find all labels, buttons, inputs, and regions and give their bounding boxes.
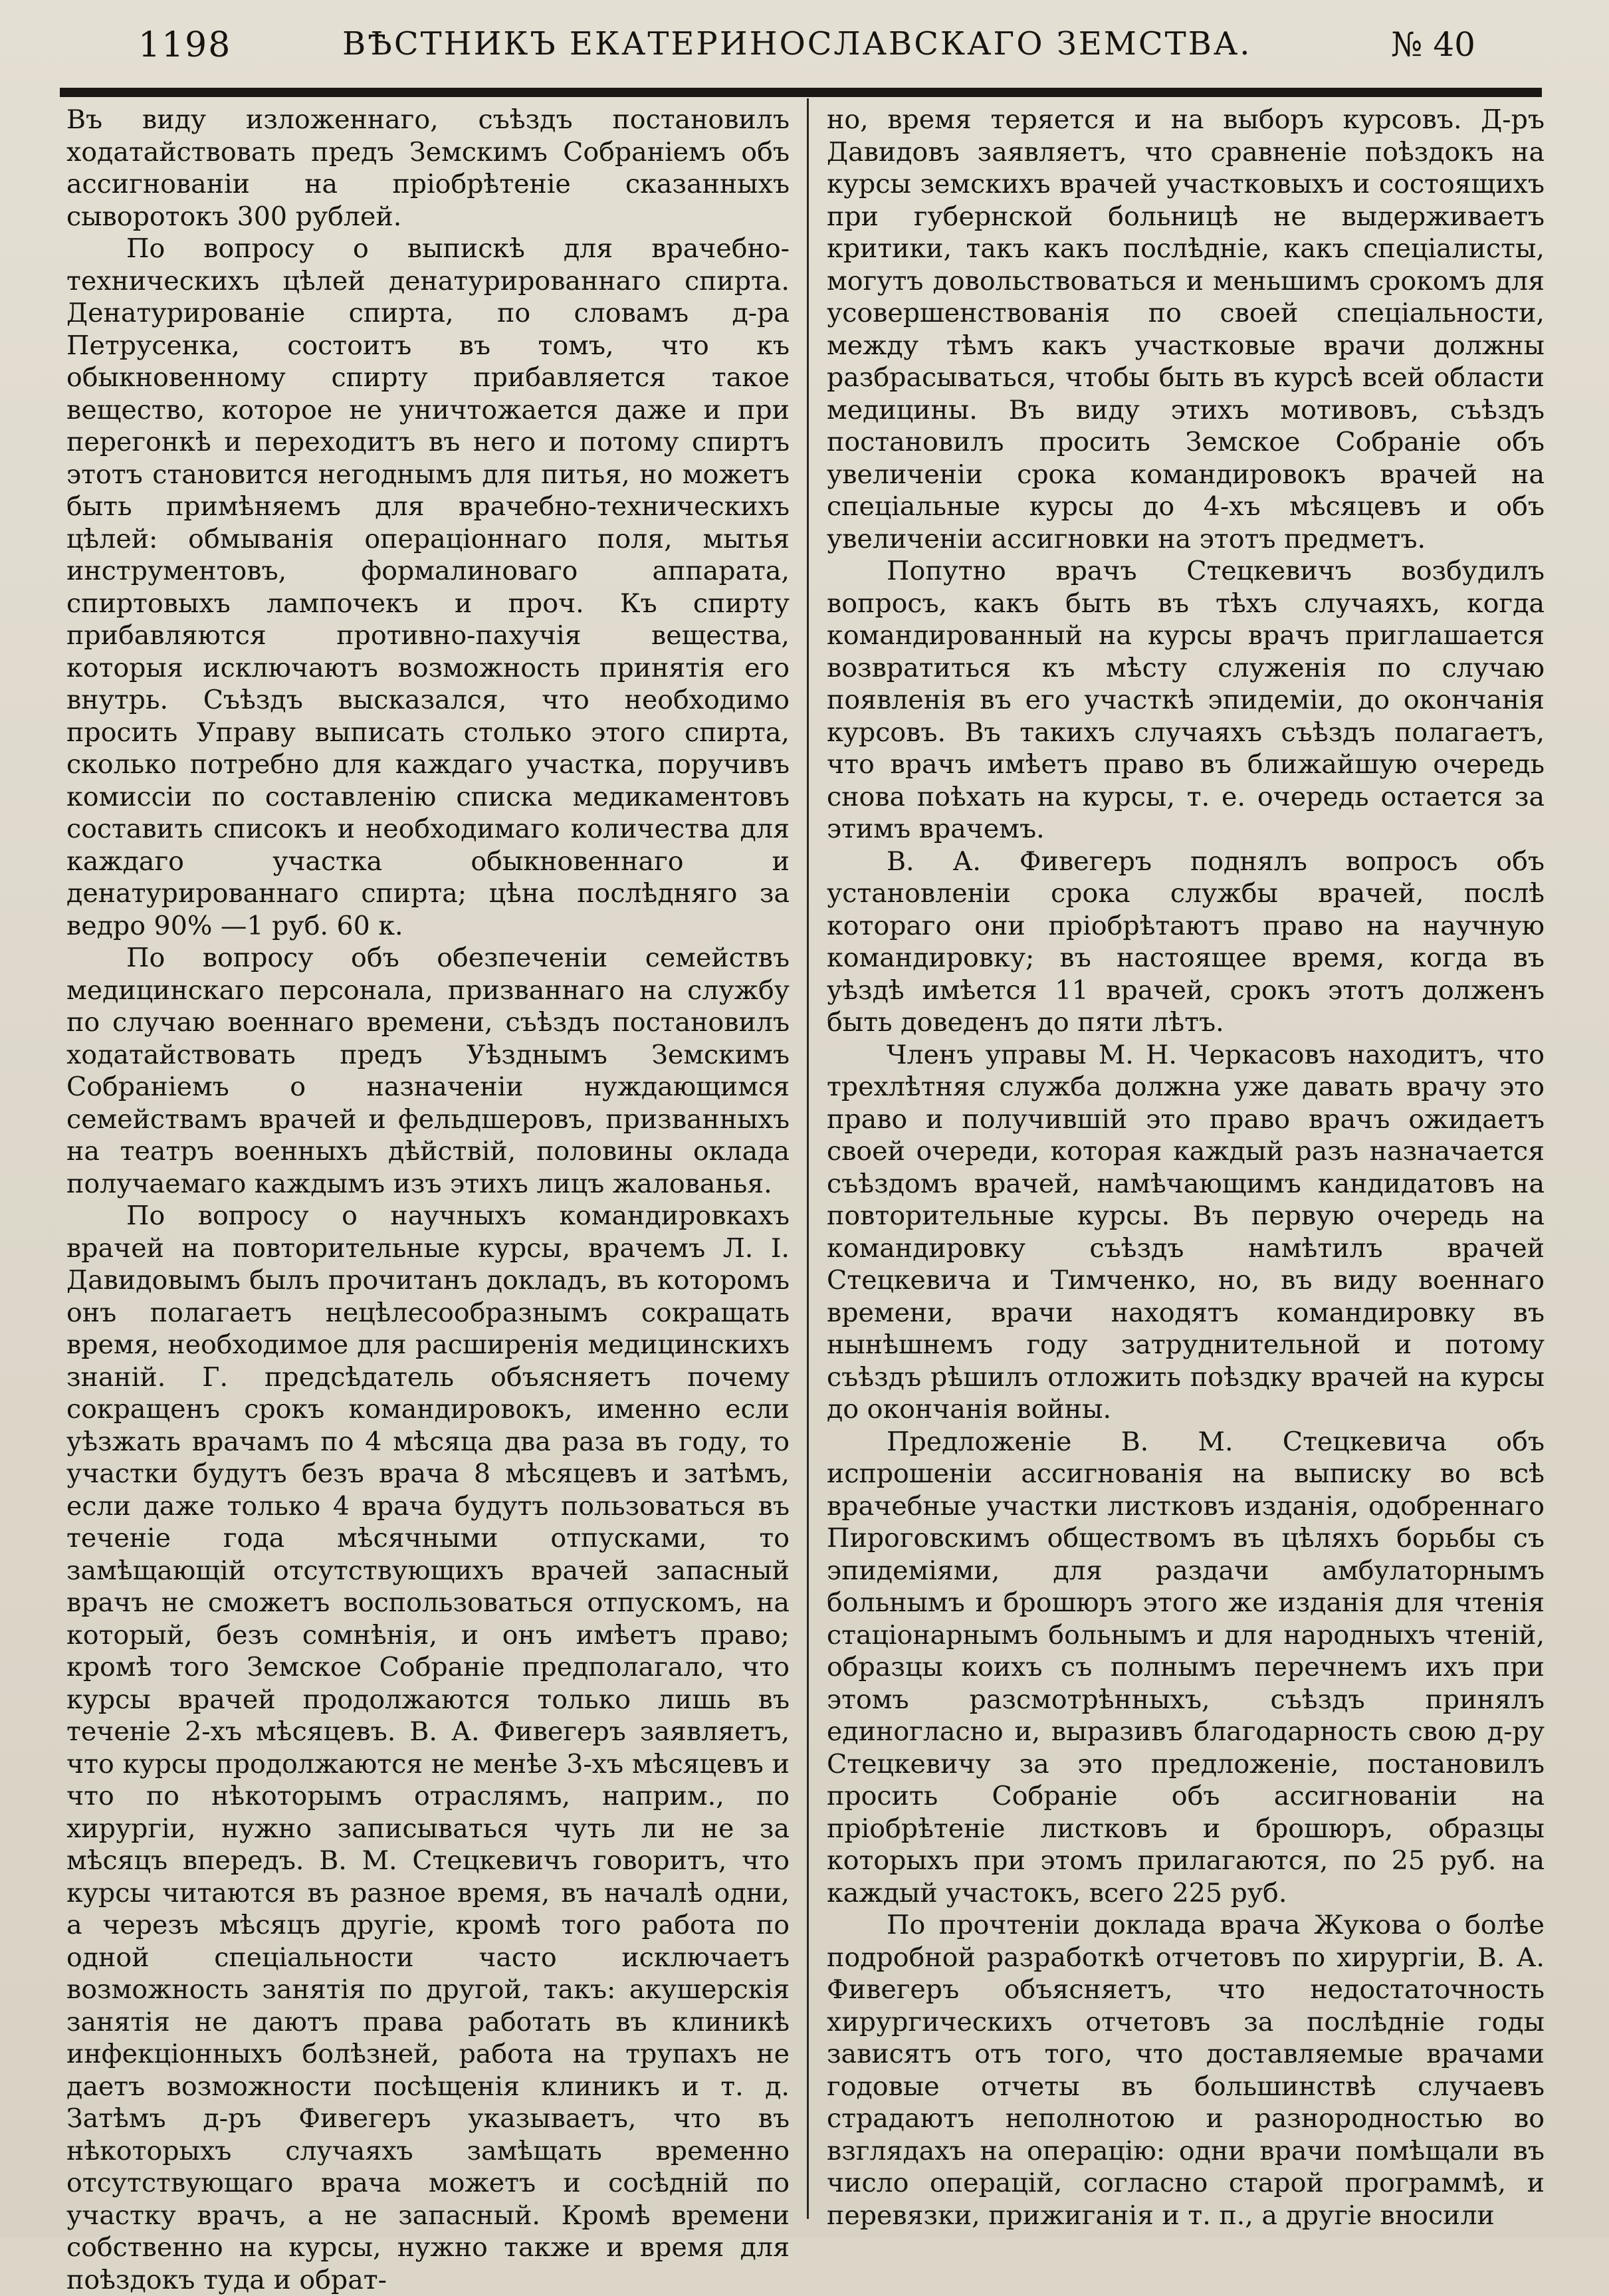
page-number: 1198	[138, 25, 232, 65]
paragraph: Попутно врачъ Стецкевичъ возбудилъ вопросъ, какъ быть въ тѣхъ случаяхъ, когда командированный на курсы врачъ приглашается возвратиться къ мѣсту служенія по случаю появленія въ его участкѣ эпидеміи, до окончанія курсовъ. Въ такихъ случаяхъ съѣздъ полагаетъ, что врачъ имѣетъ право въ ближайшую очередь снова поѣхать на курсы, т. е. очередь остается за этимъ врачемъ.	[827, 556, 1545, 844]
paragraph: Членъ управы М. Н. Черкасовъ находитъ, что трехлѣтняя служба должна уже давать врачу это право и получившій это право врачъ ожидаетъ своей очереди, которая каждый разъ назначается съѣздомъ врачей, намѣчающимъ кандидатовъ на повторительные курсы. Въ первую очередь на командировку съѣздъ намѣтилъ врачей Стецкевича и Тимченко, но, въ виду военнаго времени, врачи находятъ командировку въ нынѣшнемъ году затруднительной и потому съѣздъ рѣшилъ отложить поѣздку врачей на курсы до окончанія войны.	[827, 1039, 1545, 1425]
paragraph: но, время теряется и на выборъ курсовъ. Д-ръ Давидовъ заявляетъ, что сравненіе поѣздокъ на курсы земскихъ врачей участковыхъ и состоящихъ при губернской больницѣ не выдерживаетъ критики, такъ какъ послѣдніе, какъ спеціалисты, могутъ довольствоваться и меньшимъ срокомъ для усовершенствованія по своей спеціальности, между тѣмъ какъ участковые врачи должны разбрасываться, чтобы быть въ курсѣ всей области медицины. Въ виду этихъ мотивовъ, съѣздъ постановилъ просить Земское Собраніе объ увеличеніи срока командировокъ врачей на спеціальные курсы до 4-хъ мѣсяцевъ и объ увеличеніи ассигновки на этотъ предметъ.	[827, 104, 1545, 554]
paragraph: Предложеніе В. М. Стецкевича объ испрошеніи ассигнованія на выписку во всѣ врачебные участки листковъ изданія, одобреннаго Пироговскимъ обществомъ въ цѣляхъ борьбы съ эпидеміями, для раздачи амбулаторнымъ больнымъ и брошюръ этого же изданія для чтенія стаціонарнымъ больнымъ и для народныхъ чтеній, образцы коихъ съ полнымъ перечнемъ ихъ при этомъ разсмотрѣнныхъ, съѣздъ принялъ единогласно и, выразивъ благодарность свою д-ру Стецкевичу за это предложеніе, постановилъ просить Собраніе объ ассигнованіи на пріобрѣтеніе листковъ и брошюръ, образцы которыхъ при этомъ прилагаются, по 25 руб. на каждый участокъ, всего 225 руб.	[827, 1426, 1545, 1908]
page-header	[100, 25, 1475, 72]
paragraph: По прочтеніи доклада врача Жукова о болѣе подробной разработкѣ отчетовъ по хирургіи, В. А. Фивегеръ объясняетъ, что недостаточность хирургическихъ отчетовъ за послѣдніе годы зависятъ отъ того, что доставляемые врачами годовые отчеты въ большинствѣ случаевъ страдаютъ неполнотою и разнородностью во взглядахъ на операцію: одни врачи помѣщали въ число операцій, согласно старой программѣ, и перевязки, прижиганія и т. п., а другіе вносили	[827, 1910, 1545, 2231]
issue-number: № 40	[1391, 25, 1475, 64]
paragraph: Въ виду изложеннаго, съѣздъ постановилъ ходатайствовать предъ Земскимъ Собраніемъ объ ассигнованіи на пріобрѣтеніе сказанныхъ сыворотокъ 300 рублей.	[66, 104, 790, 232]
header-rule	[60, 88, 1542, 97]
left-column	[66, 104, 790, 2295]
paragraph: В. А. Фивегеръ поднялъ вопросъ объ установленіи срока службы врачей, послѣ котораго они пріобрѣтаютъ право на научную командировку; въ настоящее время, когда въ уѣздѣ имѣется 11 врачей, срокъ этотъ долженъ быть доведенъ до пяти лѣтъ.	[827, 846, 1545, 1038]
journal-title: ВѢСТНИКЪ ЕКАТЕРИНОСЛАВСКАГО ЗЕМСТВА.	[342, 25, 1252, 62]
column-divider	[807, 98, 809, 2219]
paragraph: По вопросу объ обезпеченіи семействъ медицинскаго персонала, призваннаго на службу по случаю военнаго времени, съѣздъ постановилъ ходатайствовать предъ Уѣзднымъ Земскимъ Собраніемъ о назначеніи нуждающимся семействамъ врачей и фельдшеровъ, призванныхъ на театръ военныхъ дѣйствій, половины оклада получаемаго каждымъ изъ этихъ лицъ жалованья.	[66, 943, 790, 1199]
right-column	[827, 104, 1545, 2231]
paragraph: По вопросу о научныхъ командировкахъ врачей на повторительные курсы, врачемъ Л. І. Давидовымъ былъ прочитанъ докладъ, въ которомъ онъ полагаетъ нецѣлесообразнымъ сокращать время, необходимое для расширенія медицинскихъ знаній. Г. предсѣдатель объясняетъ почему сокращенъ срокъ командировокъ, именно если уѣзжать врачамъ по 4 мѣсяца два раза въ году, то участки будутъ безъ врача 8 мѣсяцевъ и затѣмъ, если даже только 4 врача будутъ пользоваться въ теченіе года мѣсячными отпусками, то замѣщающій отсутствующихъ врачей запасный врачъ не сможетъ воспользоваться отпускомъ, на который, безъ сомнѣнія, и онъ имѣетъ право; кромѣ того Земское Собраніе предполагало, что курсы врачей продолжаются только лишь въ теченіе 2-хъ мѣсяцевъ. В. А. Фивегеръ заявляетъ, что курсы продолжаются не менѣе 3-хъ мѣсяцевъ и что по нѣкоторымъ отраслямъ, наприм., по хирургіи, нужно записываться чуть ли не за мѣсяцъ впередъ. В. М. Стецкевичъ говоритъ, что курсы читаются въ разное время, въ началѣ одни, а черезъ мѣсяцъ другіе, кромѣ того работа по одной спеціальности часто исключаетъ возможность занятія по другой, такъ: акушерскія занятія не даютъ права работать въ клиникѣ инфекціонныхъ болѣзней, работа на трупахъ не даетъ возможности посѣщенія клиникъ и т. д. Затѣмъ д-ръ Фивегеръ указываетъ, что въ нѣкоторыхъ случаяхъ замѣщать временно отсутствующаго врача можетъ и сосѣдній по участку врачъ, а не запасный. Кромѣ времени собственно на курсы, нужно также и время для поѣздокъ туда и обрат-	[66, 1201, 790, 2295]
paragraph: По вопросу о выпискѣ для врачебно-техническихъ цѣлей денатурированнаго спирта. Денатурированіе спирта, по словамъ д-ра Петрусенка, состоитъ въ томъ, что къ обыкновенному спирту прибавляется такое вещество, которое не уничтожается даже и при перегонкѣ и переходитъ въ него и потому спиртъ этотъ становится негоднымъ для питья, но можетъ быть примѣняемъ для врачебно-техническихъ цѣлей: обмыванія операціоннаго поля, мытья инструментовъ, формалиноваго аппарата, спиртовыхъ лампочекъ и проч. Къ спирту прибавляются противно-пахучія вещества, которыя исключаютъ возможность принятія его внутрь. Съѣздъ высказался, что необходимо просить Управу выписать столько этого спирта, сколько потребно для каждаго участка, поручивъ комиссіи по составленію списка медикаментовъ составить списокъ и необходимаго количества для каждаго участка обыкновеннаго и денатурированнаго спирта; цѣна послѣдняго за ведро 90% —1 руб. 60 к.	[66, 233, 790, 941]
